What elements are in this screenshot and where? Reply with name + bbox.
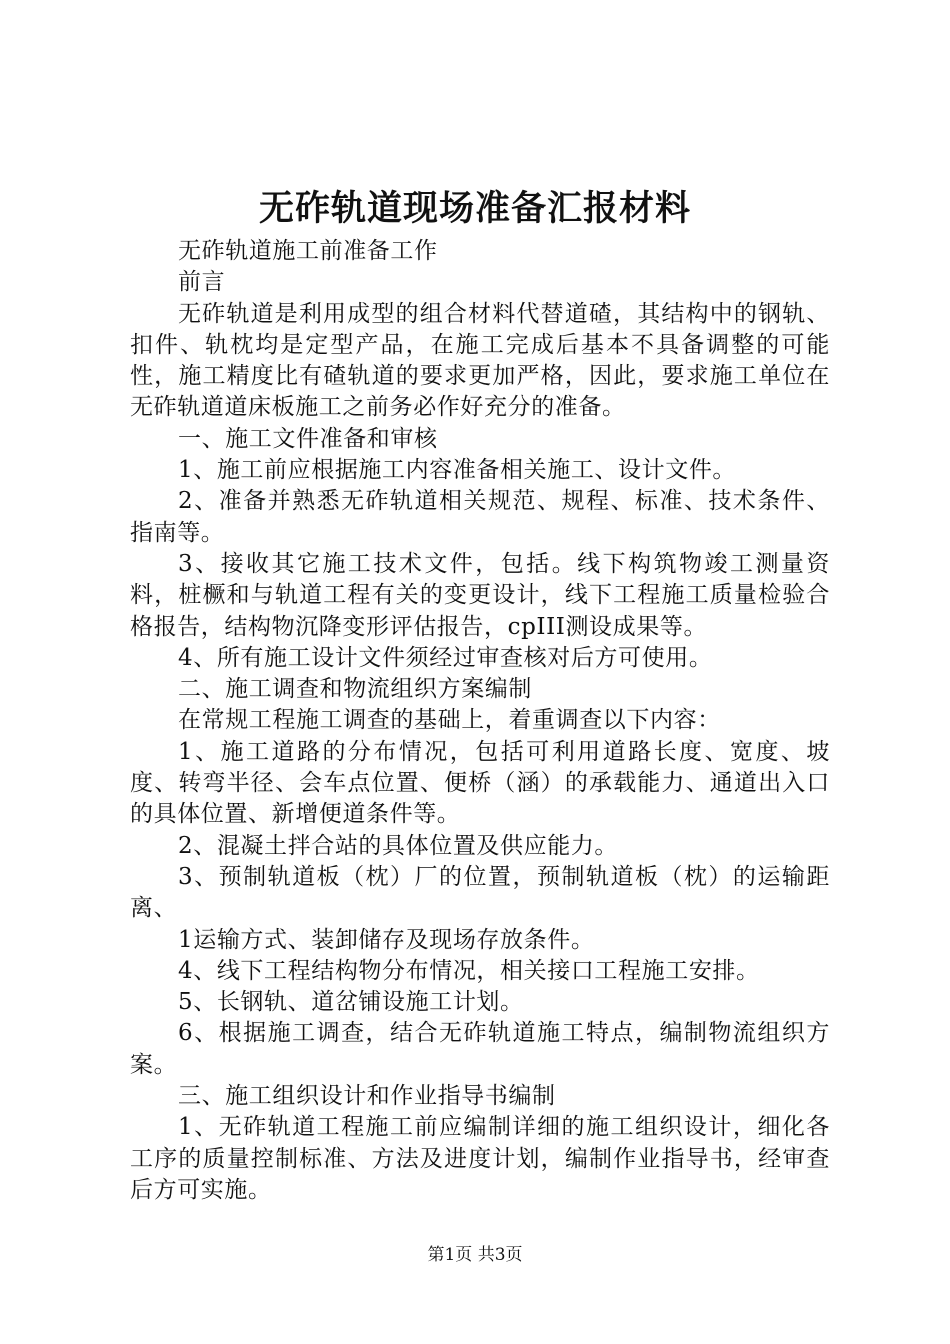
paragraph: 4、所有施工设计文件须经过审查核对后方可使用。 — [178, 644, 713, 671]
paragraph: 1、施工前应根据施工内容准备相关施工、设计文件。 — [178, 457, 737, 484]
page-number-footer: 第1页 共3页 — [427, 1245, 523, 1265]
paragraph-preface-text: 无砟轨道是利用成型的组合材料代替道碴，其结构中的钢轨、扣件、轨枕均是定型产品，在施工完成后基本不具备调整的可能性，施工精度比有碴轨道的要求更加严格，因此，要求施工单位在无砟轨道道床板施工之前务必作好充分的准备。 — [130, 300, 830, 421]
paragraph: 2、混凝土拌合站的具体位置及供应能力。 — [178, 832, 619, 859]
paragraph-subtitle: 无砟轨道施工前准备工作 — [178, 238, 438, 264]
paragraph: 在常规工程施工调查的基础上，着重调查以下内容： — [178, 707, 721, 734]
paragraph: 1运输方式、装卸储存及现场存放条件。 — [178, 926, 595, 953]
paragraph: 3、预制轨道板（枕）厂的位置，预制轨道板（枕）的运输距离、 — [130, 863, 830, 922]
document-body — [130, 236, 830, 1206]
paragraph: 2、准备并熟悉无砟轨道相关规范、规程、标准、技术条件、指南等。 — [130, 488, 830, 546]
paragraph: 1、无砟轨道工程施工前应编制详细的施工组织设计，细化各工序的质量控制标准、方法及进度计划，编制作业指导书，经审查后方可实施。 — [130, 1114, 830, 1203]
paragraph: 1、施工道路的分布情况，包括可利用道路长度、宽度、坡度、转弯半径、会车点位置、便桥（涵）的承载能力、通道出入口的具体位置、新增便道条件等。 — [130, 738, 830, 828]
paragraph: 3、接收其它施工技术文件，包括。线下构筑物竣工测量资料，桩橛和与轨道工程有关的变更设计，线下工程施工质量检验合格报告，结构物沉降变形评估报告，cpIII测设成果等。 — [130, 550, 830, 640]
section-heading-1: 一、施工文件准备和审核 — [178, 425, 438, 452]
paragraph: 5、长钢轨、道岔铺设施工计划。 — [178, 989, 524, 1016]
paragraph: 4、线下工程结构物分布情况，相关接口工程施工安排。 — [178, 957, 760, 984]
section-heading-2: 二、施工调查和物流组织方案编制 — [178, 676, 532, 703]
paragraph: 6、根据施工调查，结合无砟轨道施工特点，编制物流组织方案。 — [130, 1020, 830, 1078]
paragraph-preface-heading: 前言 — [178, 269, 226, 296]
document-title: 无砟轨道现场准备汇报材料 — [258, 188, 691, 229]
section-heading-3: 三、施工组织设计和作业指导书编制 — [178, 1083, 556, 1110]
